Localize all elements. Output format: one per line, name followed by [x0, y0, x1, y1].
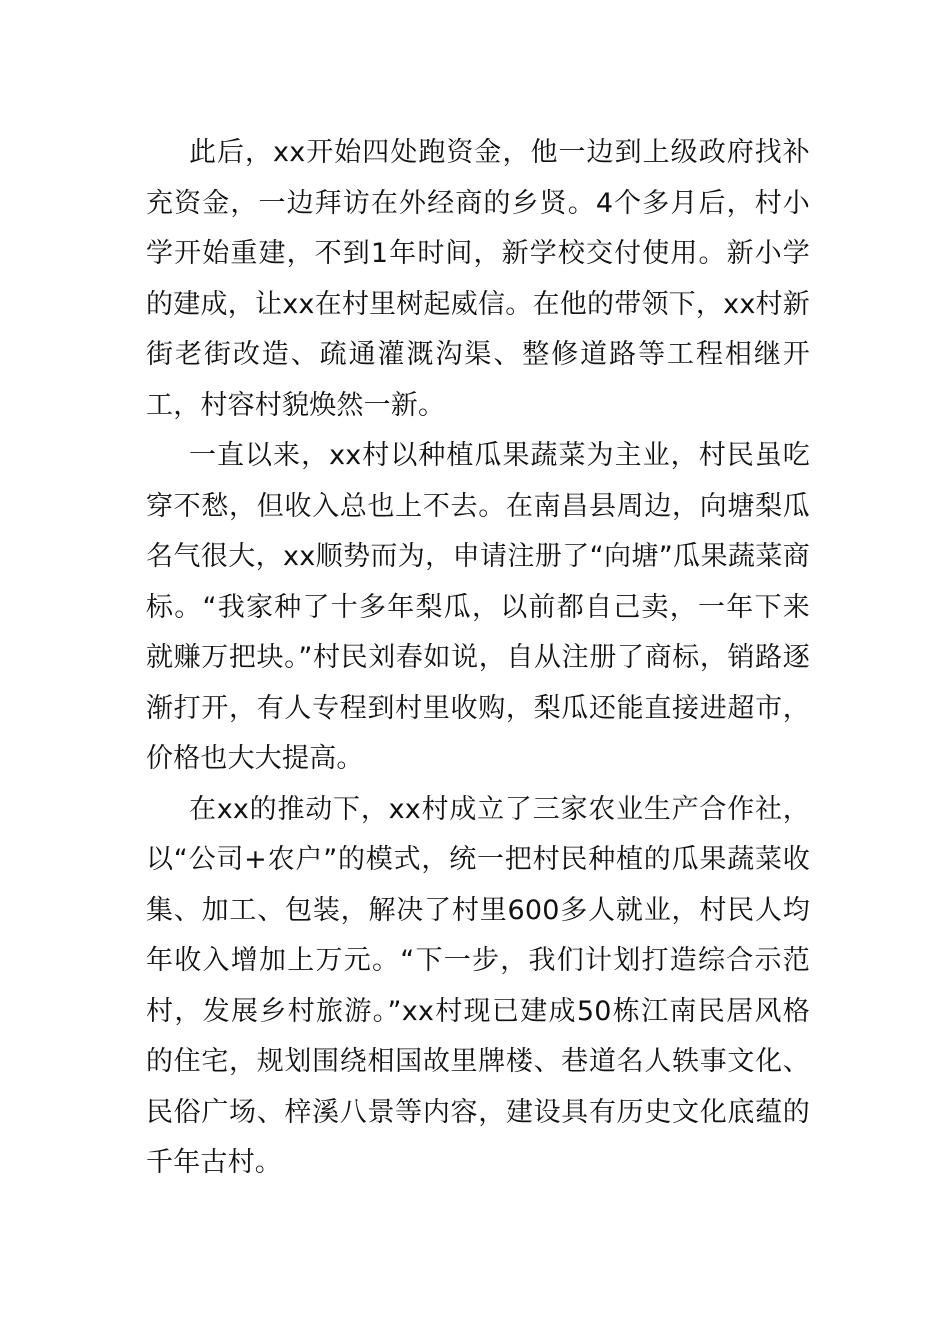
paragraph: 在xx的推动下，xx村成立了三家农业生产合作社，以“公司+农户”的模式，统一把村民种植的瓜果蔬菜收集、加工、包装，解决了村里600多人就业，村民人均年收入增加上万元。“下一步，我们计划打造综合示范村，发展乡村旅游。”xx村现已建成50栋江南民居风格的住宅，规划围绕相国故里牌楼、巷道名人轶事文化、民俗广场、梓溪八景等内容，建设具有历史文化底蕴的千年古村。 — [146, 793, 810, 1178]
document-body — [146, 128, 810, 1189]
paragraph: 此后，xx开始四处跑资金，他一边到上级政府找补充资金，一边拜访在外经商的乡贤。4个多月后，村小学开始重建，不到1年时间，新学校交付使用。新小学的建成，让xx在村里树起威信。在他的带领下，xx村新街老街改造、疏通灌溉沟渠、整修道路等工程相继开工，村容村貌焕然一新。 — [146, 137, 810, 421]
paragraph: 一直以来，xx村以种植瓜果蔬菜为主业，村民虽吃穿不愁，但收入总也上不去。在南昌县周边，向塘梨瓜名气很大，xx顺势而为，申请注册了“向塘”瓜果蔬菜商标。“我家种了十多年梨瓜，以前都自己卖，一年下来就赚万把块。”村民刘春如说，自从注册了商标，销路逐渐打开，有人专程到村里收购，梨瓜还能直接进超市，价格也大大提高。 — [146, 440, 810, 774]
